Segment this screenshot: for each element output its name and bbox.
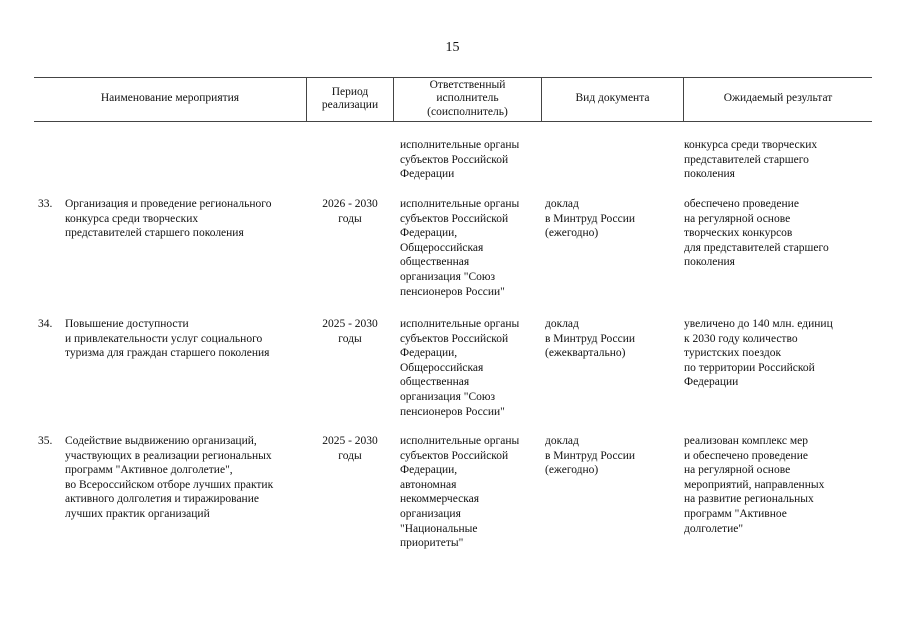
row-name: Организация и проведение регионального конкурса среди творческих представителей старшего поколения [65, 198, 272, 240]
header-executor: Ответственный исполнитель (соисполнитель) [427, 78, 508, 118]
continuation-executor: исполнительные органы субъектов Российской Федерации [400, 139, 520, 181]
row-result: увеличено до 140 млн. единиц к 2030 году количество туристских поездок по территории Российской Федерации [684, 318, 833, 389]
row-period: 2026 - 2030 годы [322, 198, 378, 225]
header-name: Наименование мероприятия [100, 92, 240, 105]
row-document: доклад в Минтруд России (ежегодно) [545, 435, 636, 477]
row-name: Содействие выдвижению организаций, участвующих в реализации региональных программ "Активное долголетие", во Всероссийском отборе лучших практик активного долголетия и тиражирование лучших практик организаций [65, 435, 274, 520]
row-executor: исполнительные органы субъектов Российской Федерации, Общероссийская общественная организация "Союз пенсионеров России" [400, 198, 520, 298]
header-result: Ожидаемый результат [723, 92, 833, 105]
row-number: 34. [38, 318, 53, 330]
row-executor: исполнительные органы субъектов Российской Федерации, Общероссийская общественная организация "Союз пенсионеров России" [400, 318, 520, 418]
row-document: доклад в Минтруд России (ежеквартально) [545, 318, 636, 360]
row-number: 35. [38, 435, 53, 447]
row-result: реализован комплекс мер и обеспечено проведение на регулярной основе мероприятий, направленных на развитие региональных программ "Активное долголетие" [684, 435, 825, 535]
page-number: 15 [445, 40, 460, 55]
row-result: обеспечено проведение на регулярной основе творческих конкурсов для представителей старшего поколения [684, 198, 829, 269]
row-period: 2025 - 2030 годы [322, 318, 378, 345]
header-period: Период реализации [321, 85, 379, 111]
header-document: Вид документа [575, 92, 650, 105]
row-name: Повышение доступности и привлекательности услуг социального туризма для граждан старшего поколения [65, 318, 270, 360]
row-period: 2025 - 2030 годы [322, 435, 378, 462]
row-document: доклад в Минтруд России (ежегодно) [545, 198, 636, 240]
row-executor: исполнительные органы субъектов Российской Федерации, автономная некоммерческая организация "Национальные приоритеты" [400, 435, 520, 550]
continuation-result: конкурса среди творческих представителей старшего поколения [684, 139, 818, 181]
row-number: 33. [38, 198, 53, 210]
table-header-rule [34, 121, 872, 122]
